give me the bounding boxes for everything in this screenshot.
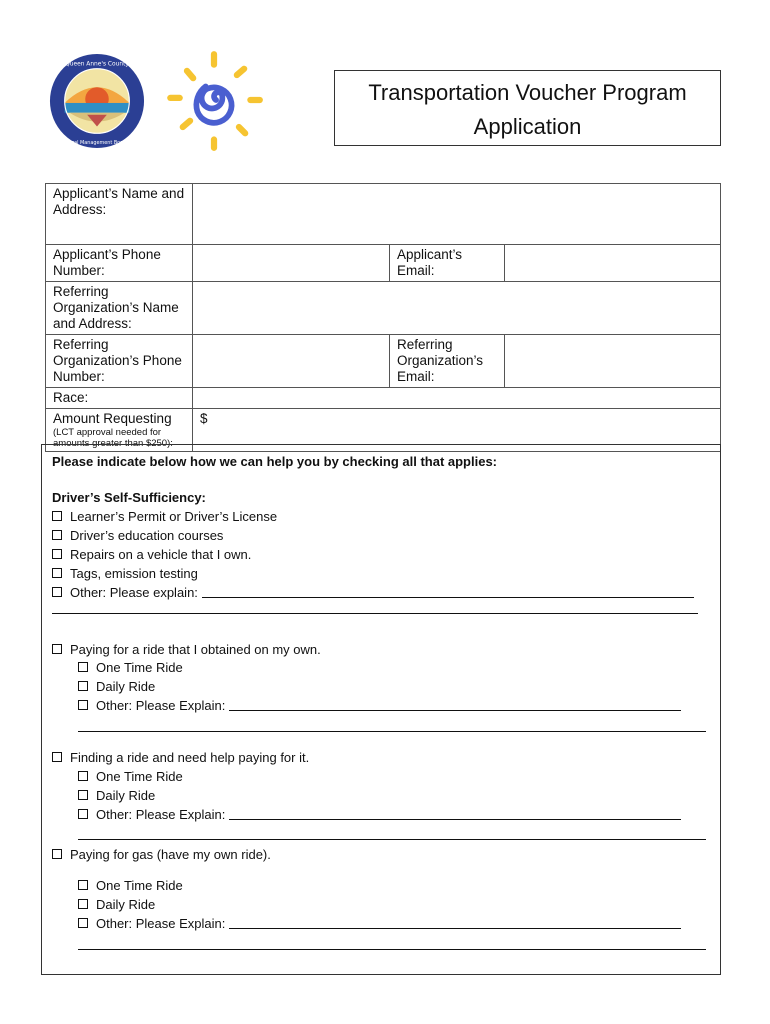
explain-line[interactable]: [229, 807, 681, 820]
finding-ride-other[interactable]: Other: Please Explain:: [78, 807, 681, 822]
gas-other[interactable]: Other: Please Explain:: [78, 916, 681, 931]
own-ride-other[interactable]: Other: Please Explain:: [78, 698, 681, 713]
checkbox[interactable]: [78, 880, 88, 890]
finding-ride-daily[interactable]: Daily Ride: [78, 788, 155, 803]
checkbox[interactable]: [78, 681, 88, 691]
form-title-line2: Application: [473, 114, 582, 139]
checkbox[interactable]: [78, 899, 88, 909]
checkbox[interactable]: [52, 644, 62, 654]
referring-org-phone-field[interactable]: [193, 335, 390, 388]
explain-line[interactable]: [229, 916, 681, 929]
amount-note: (LCT approval needed for amounts greater than $250):: [53, 427, 173, 449]
checkbox[interactable]: [78, 700, 88, 710]
checkbox[interactable]: [52, 511, 62, 521]
explain-line-continued[interactable]: [78, 839, 706, 840]
checkbox[interactable]: [52, 849, 62, 859]
gas-one-time[interactable]: One Time Ride: [78, 878, 183, 893]
applicant-name-label: Applicant’s Name and Address:: [46, 184, 193, 245]
checkbox[interactable]: [78, 790, 88, 800]
checkbox[interactable]: [52, 752, 62, 762]
svg-text:Queen Anne's County: Queen Anne's County: [65, 61, 129, 68]
sun-spiral-logo: [162, 48, 266, 152]
option-own-ride[interactable]: Paying for a ride that I obtained on my own.: [52, 642, 321, 657]
referring-org-name-label: Referring Organization’s Name and Address:: [46, 282, 193, 335]
checkbox[interactable]: [52, 568, 62, 578]
applicant-phone-label: Applicant’s Phone Number:: [46, 245, 193, 282]
option-self-sufficiency-other[interactable]: Other: Please explain:: [52, 585, 694, 600]
referring-org-phone-label: Referring Organization’s Phone Number:: [46, 335, 193, 388]
referring-org-name-field[interactable]: [193, 282, 721, 335]
gas-daily[interactable]: Daily Ride: [78, 897, 155, 912]
applicant-phone-field[interactable]: [193, 245, 390, 282]
svg-text:Local Management Board: Local Management Board: [65, 140, 129, 147]
applicant-name-field[interactable]: [193, 184, 721, 245]
self-sufficiency-heading: Driver’s Self-Sufficiency:: [52, 490, 206, 505]
race-field[interactable]: [193, 388, 721, 409]
checklist-instruction: Please indicate below how we can help you by checking all that applies:: [52, 454, 498, 469]
checkbox[interactable]: [78, 771, 88, 781]
explain-line[interactable]: [202, 585, 694, 598]
checkbox[interactable]: [52, 530, 62, 540]
amount-label: Amount Requesting: [53, 411, 172, 426]
form-title-line1: Transportation Voucher Program: [368, 80, 687, 105]
applicant-info-table: [45, 183, 721, 452]
explain-line-continued[interactable]: [78, 731, 706, 732]
explain-line-continued[interactable]: [52, 613, 698, 614]
checkbox[interactable]: [78, 662, 88, 672]
option-tags-emission[interactable]: Tags, emission testing: [52, 566, 198, 581]
race-label: Race:: [46, 388, 193, 409]
explain-line[interactable]: [229, 698, 681, 711]
referring-org-email-label: Referring Organization’s Email:: [390, 335, 505, 388]
own-ride-daily[interactable]: Daily Ride: [78, 679, 155, 694]
checkbox[interactable]: [52, 549, 62, 559]
option-drivers-education[interactable]: Driver’s education courses: [52, 528, 223, 543]
option-finding-ride[interactable]: Finding a ride and need help paying for it.: [52, 750, 309, 765]
option-learners-permit[interactable]: Learner’s Permit or Driver’s License: [52, 509, 277, 524]
finding-ride-one-time[interactable]: One Time Ride: [78, 769, 183, 784]
referring-org-email-field[interactable]: [505, 335, 721, 388]
checkbox[interactable]: [52, 587, 62, 597]
form-title-box: [334, 70, 721, 146]
own-ride-one-time[interactable]: One Time Ride: [78, 660, 183, 675]
county-seal-logo: [48, 52, 146, 150]
option-paying-for-gas[interactable]: Paying for gas (have my own ride).: [52, 847, 271, 862]
applicant-email-label: Applicant’s Email:: [390, 245, 505, 282]
option-vehicle-repairs[interactable]: Repairs on a vehicle that I own.: [52, 547, 251, 562]
explain-line-continued[interactable]: [78, 949, 706, 950]
applicant-email-field[interactable]: [505, 245, 721, 282]
checkbox[interactable]: [78, 918, 88, 928]
checkbox[interactable]: [78, 809, 88, 819]
amount-prefix: $: [200, 411, 208, 426]
help-checklist-box: [41, 444, 721, 975]
